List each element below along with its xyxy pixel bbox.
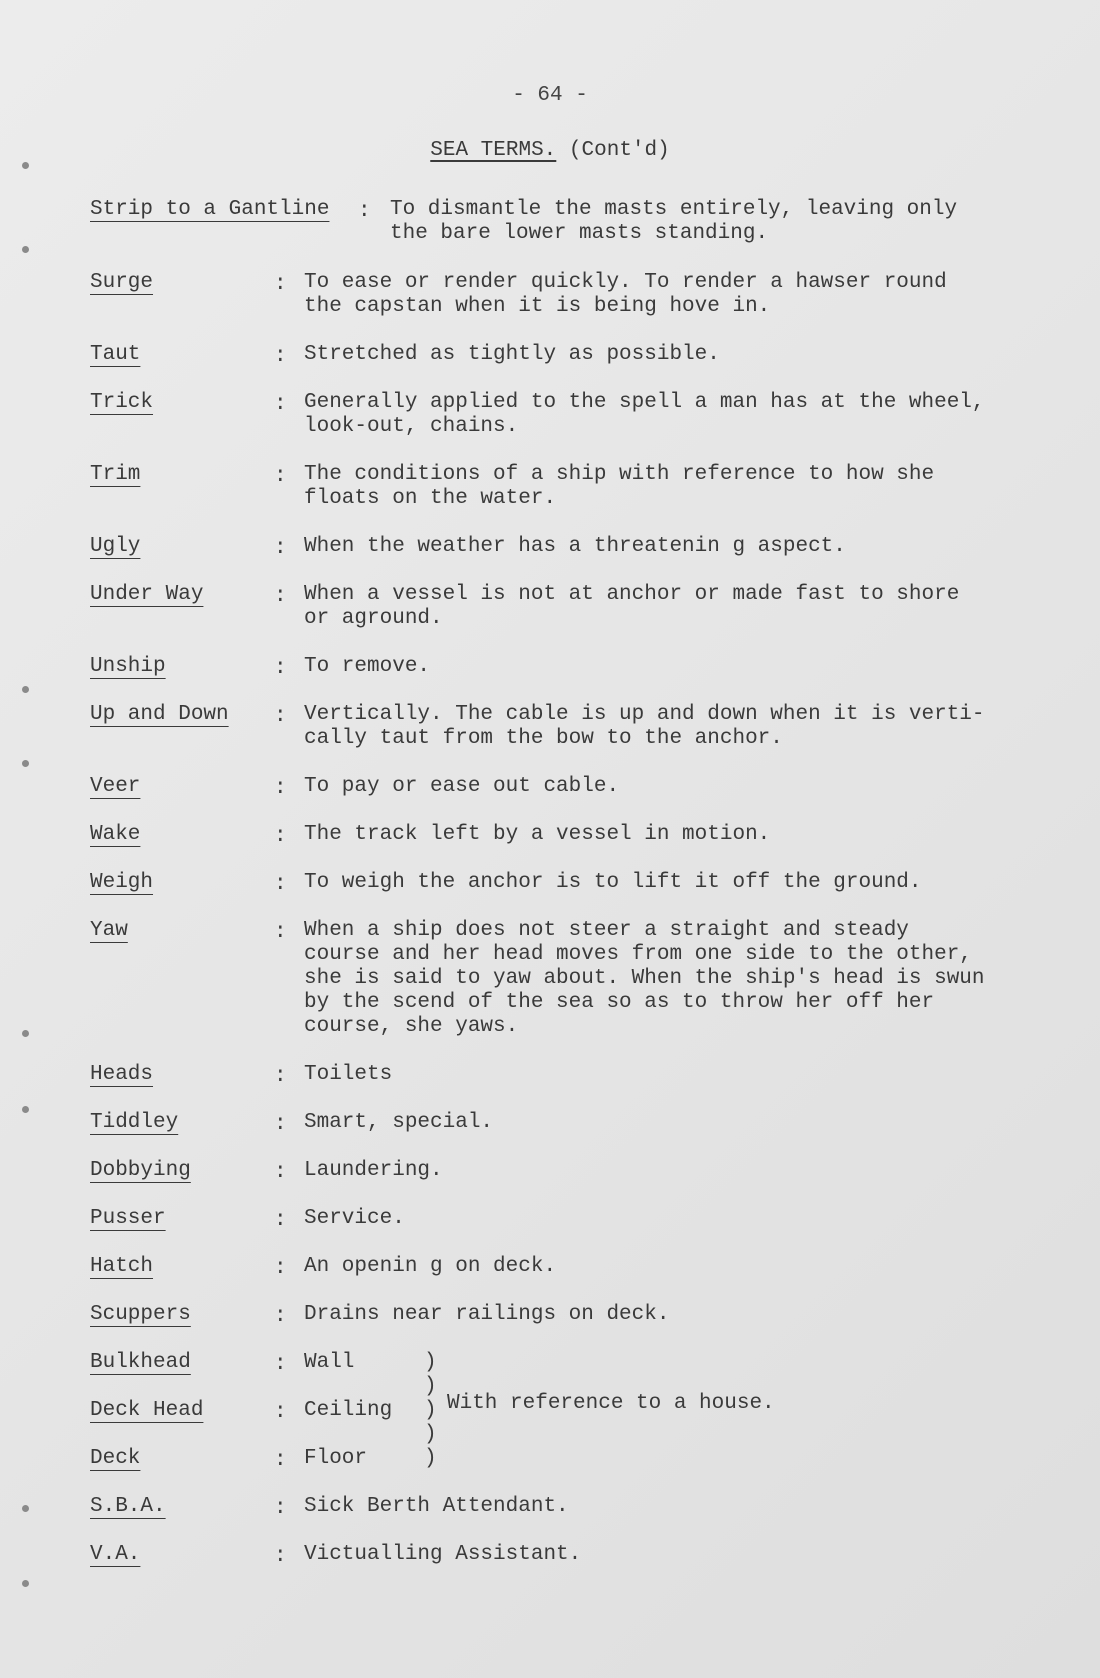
term: Under Way <box>90 583 204 606</box>
definition: Service. <box>304 1207 405 1230</box>
definition: When a ship does not steer a straight and steady course and her head moves from one side to the other, she is said to yaw about. When the ship's head is swun by the scend of the sea so as to throw her off her course, she yaws. <box>304 919 985 1038</box>
definition: Sick Berth Attendant. <box>304 1495 569 1518</box>
definition: Wall <box>304 1351 355 1374</box>
group-bracket: ) <box>424 1351 437 1374</box>
title-suffix: (Cont'd) <box>568 139 670 162</box>
colon: : <box>274 1257 287 1280</box>
term: S.B.A. <box>90 1495 166 1518</box>
colon: : <box>274 825 287 848</box>
colon: : <box>274 345 287 368</box>
colon: : <box>274 1353 287 1376</box>
colon: : <box>274 465 287 488</box>
term: Trim <box>90 463 141 486</box>
page-title <box>0 139 1100 162</box>
colon: : <box>274 1401 287 1424</box>
definition: Stretched as tightly as possible. <box>304 343 720 366</box>
definition: Ceiling <box>304 1399 393 1422</box>
colon: : <box>274 273 287 296</box>
term: Taut <box>90 343 141 366</box>
definition: To ease or render quickly. To render a hawser round the capstan when it is being hove in. <box>304 271 947 318</box>
colon: : <box>274 1449 287 1472</box>
term: Pusser <box>90 1207 166 1230</box>
definition: Drains near railings on deck. <box>304 1303 670 1326</box>
term: Heads <box>90 1063 154 1086</box>
colon: : <box>274 705 287 728</box>
term: Trick <box>90 391 154 414</box>
definition: To weigh the anchor is to lift it off the ground. <box>304 871 922 894</box>
term: Bulkhead <box>90 1351 191 1374</box>
term: Tiddley <box>90 1111 179 1134</box>
colon: : <box>274 1209 287 1232</box>
term: Veer <box>90 775 141 798</box>
definition: Floor <box>304 1447 368 1470</box>
colon: : <box>274 1161 287 1184</box>
colon: : <box>274 777 287 800</box>
colon: : <box>274 921 287 944</box>
definition: Toilets <box>304 1063 393 1086</box>
definition: Laundering. <box>304 1159 443 1182</box>
term: Weigh <box>90 871 154 894</box>
colon: : <box>274 657 287 680</box>
definition: The conditions of a ship with reference to how she floats on the water. <box>304 463 935 510</box>
definition: The track left by a vessel in motion. <box>304 823 771 846</box>
definition: Generally applied to the spell a man has at the wheel, look-out, chains. <box>304 391 985 438</box>
definition: An openin g on deck. <box>304 1255 557 1278</box>
colon: : <box>358 200 371 223</box>
term: Dobbying <box>90 1159 191 1182</box>
term: V.A. <box>90 1543 141 1566</box>
definition: Smart, special. <box>304 1111 494 1134</box>
definition: When the weather has a threatenin g aspect. <box>304 535 846 558</box>
colon: : <box>274 1497 287 1520</box>
colon: : <box>274 1113 287 1136</box>
term: Deck Head <box>90 1399 204 1422</box>
colon: : <box>274 1065 287 1088</box>
term: Ugly <box>90 535 141 558</box>
term: Up and Down <box>90 703 229 726</box>
colon: : <box>274 585 287 608</box>
term: Wake <box>90 823 141 846</box>
group-bracket: ) <box>424 1399 437 1422</box>
definition: Vertically. The cable is up and down when it is verti- cally taut from the bow to the anchor. <box>304 703 985 750</box>
term: Hatch <box>90 1255 154 1278</box>
term: Scuppers <box>90 1303 191 1326</box>
term: Surge <box>90 271 154 294</box>
group-bracket: ) <box>424 1375 437 1398</box>
title-text: SEA TERMS. <box>430 139 557 162</box>
term: Strip to a Gantline <box>90 198 330 221</box>
term: Unship <box>90 655 166 678</box>
group-note: With reference to a house. <box>447 1392 775 1415</box>
colon: : <box>274 1305 287 1328</box>
term: Deck <box>90 1447 141 1470</box>
group-bracket: ) <box>424 1423 437 1446</box>
definition: To pay or ease out cable. <box>304 775 620 798</box>
group-bracket: ) <box>424 1447 437 1470</box>
page-number: - 64 - <box>512 84 588 107</box>
term: Yaw <box>90 919 128 942</box>
definition: When a vessel is not at anchor or made fast to shore or aground. <box>304 583 960 630</box>
definition: Victualling Assistant. <box>304 1543 582 1566</box>
colon: : <box>274 393 287 416</box>
colon: : <box>274 537 287 560</box>
definition: To dismantle the masts entirely, leaving only the bare lower masts standing. <box>390 198 958 245</box>
colon: : <box>274 873 287 896</box>
colon: : <box>274 1545 287 1568</box>
definition: To remove. <box>304 655 431 678</box>
